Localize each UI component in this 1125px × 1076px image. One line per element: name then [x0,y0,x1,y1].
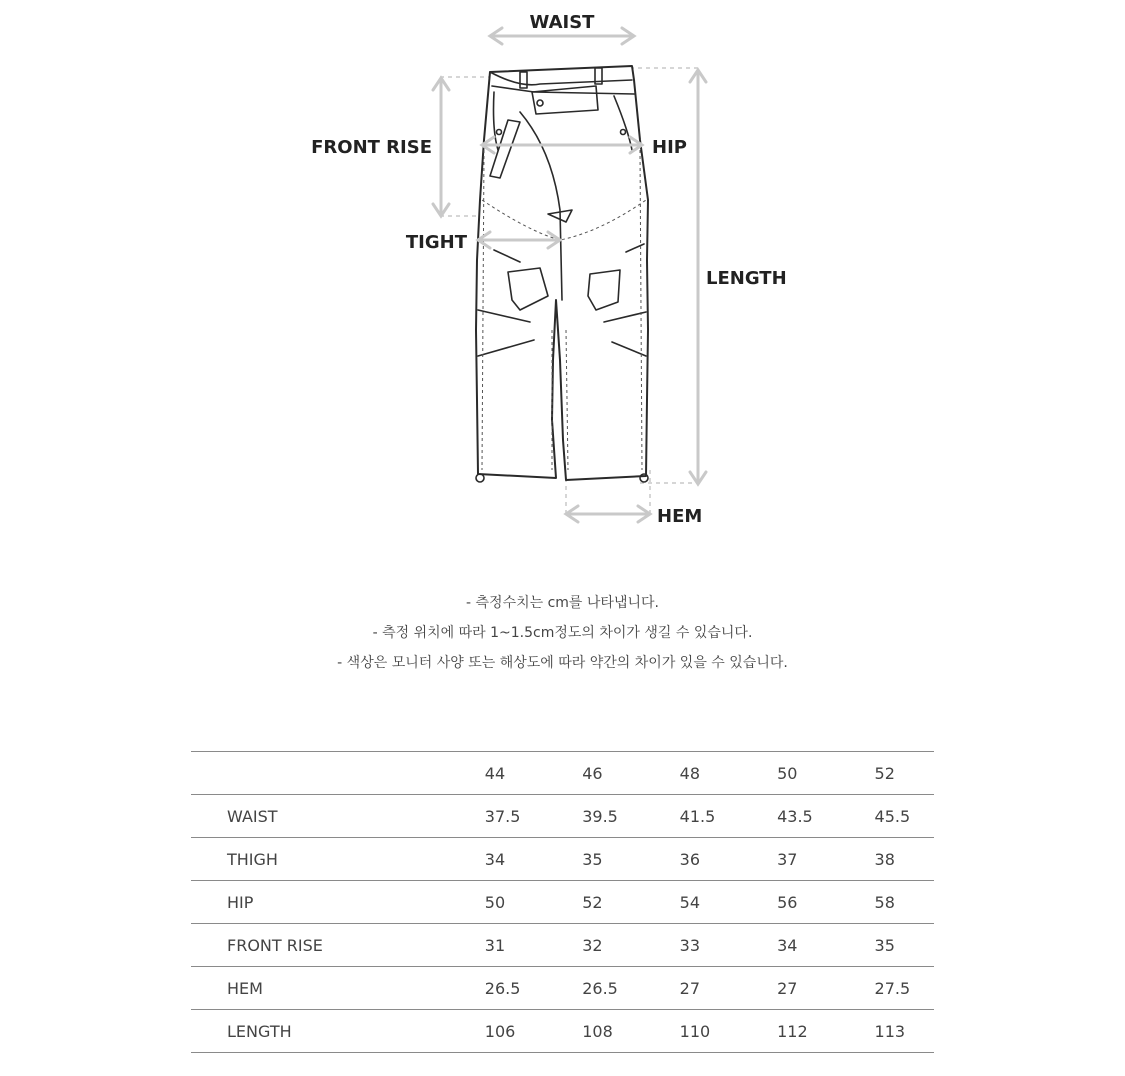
row-label: HIP [227,892,254,912]
note-line: - 측정 위치에 따라 1~1.5cm정도의 차이가 생길 수 있습니다. [372,625,753,641]
table-cell: 26.5 [582,978,618,998]
table-cell: 36 [679,849,701,869]
table-cell: 110 [679,1021,711,1041]
length-arrow [690,70,706,484]
row-label: WAIST [227,806,278,826]
table-cell: 27.5 [874,978,911,998]
note-line: - 색상은 모니터 사양 또는 해상도에 따라 약간의 차이가 있을 수 있습니다. [337,655,788,671]
table-row [191,924,934,967]
table-cell: 50 [484,892,506,912]
table-cell: 27 [777,978,798,998]
hem-arrow [566,506,650,522]
table-cell: 56 [777,892,798,912]
table-row [191,1010,934,1053]
row-label: HEM [227,978,263,998]
table-cell: 113 [874,1021,906,1041]
hem-snap-left [476,474,484,482]
table-cell: 37 [777,849,798,869]
table-cell: 35 [874,935,895,955]
size-header: 46 [582,763,603,783]
note-line: - 측정수치는 cm를 나타냅니다. [466,595,659,611]
table-cell: 39.5 [582,806,618,826]
header-empty-cell [191,752,447,795]
table-cell: 106 [484,1021,516,1041]
size-header: 44 [484,763,506,783]
table-cell: 34 [777,935,798,955]
table-cell: 112 [777,1021,808,1041]
size-chart-table [191,751,934,1053]
row-label: FRONT RISE [227,935,323,955]
table-row [191,838,934,881]
table-cell: 38 [874,849,895,869]
table-cell: 52 [582,892,603,912]
table-cell: 108 [582,1021,613,1041]
label-hip: HIP [652,137,687,158]
table-cell: 54 [679,892,701,912]
table-cell: 45.5 [874,806,911,826]
label-front-rise: FRONT RISE [311,137,432,158]
label-length: LENGTH [706,268,787,289]
size-header: 50 [777,763,798,783]
table-cell: 31 [484,935,506,955]
table-cell: 34 [484,849,506,869]
table-cell: 33 [679,935,701,955]
label-tight: TIGHT [405,232,467,253]
table-cell: 26.5 [484,978,521,998]
table-cell: 32 [582,935,603,955]
table-cell: 35 [582,849,603,869]
size-header: 48 [679,763,701,783]
row-label: THIGH [227,849,278,869]
row-label: LENGTH [227,1021,292,1041]
table-row [191,795,934,838]
pants-illustration [476,66,648,482]
table-row [191,967,934,1010]
table-cell: 27 [679,978,701,998]
table-cell: 58 [874,892,895,912]
table-cell: 43.5 [777,806,813,826]
label-waist: WAIST [529,12,595,33]
size-header: 52 [874,763,895,783]
table-header-row [191,752,934,795]
table-cell: 41.5 [679,806,716,826]
label-hem: HEM [657,506,703,527]
table-cell: 37.5 [484,806,521,826]
table-row [191,881,934,924]
measurement-notes [0,588,1125,678]
front-rise-arrow [433,78,449,216]
